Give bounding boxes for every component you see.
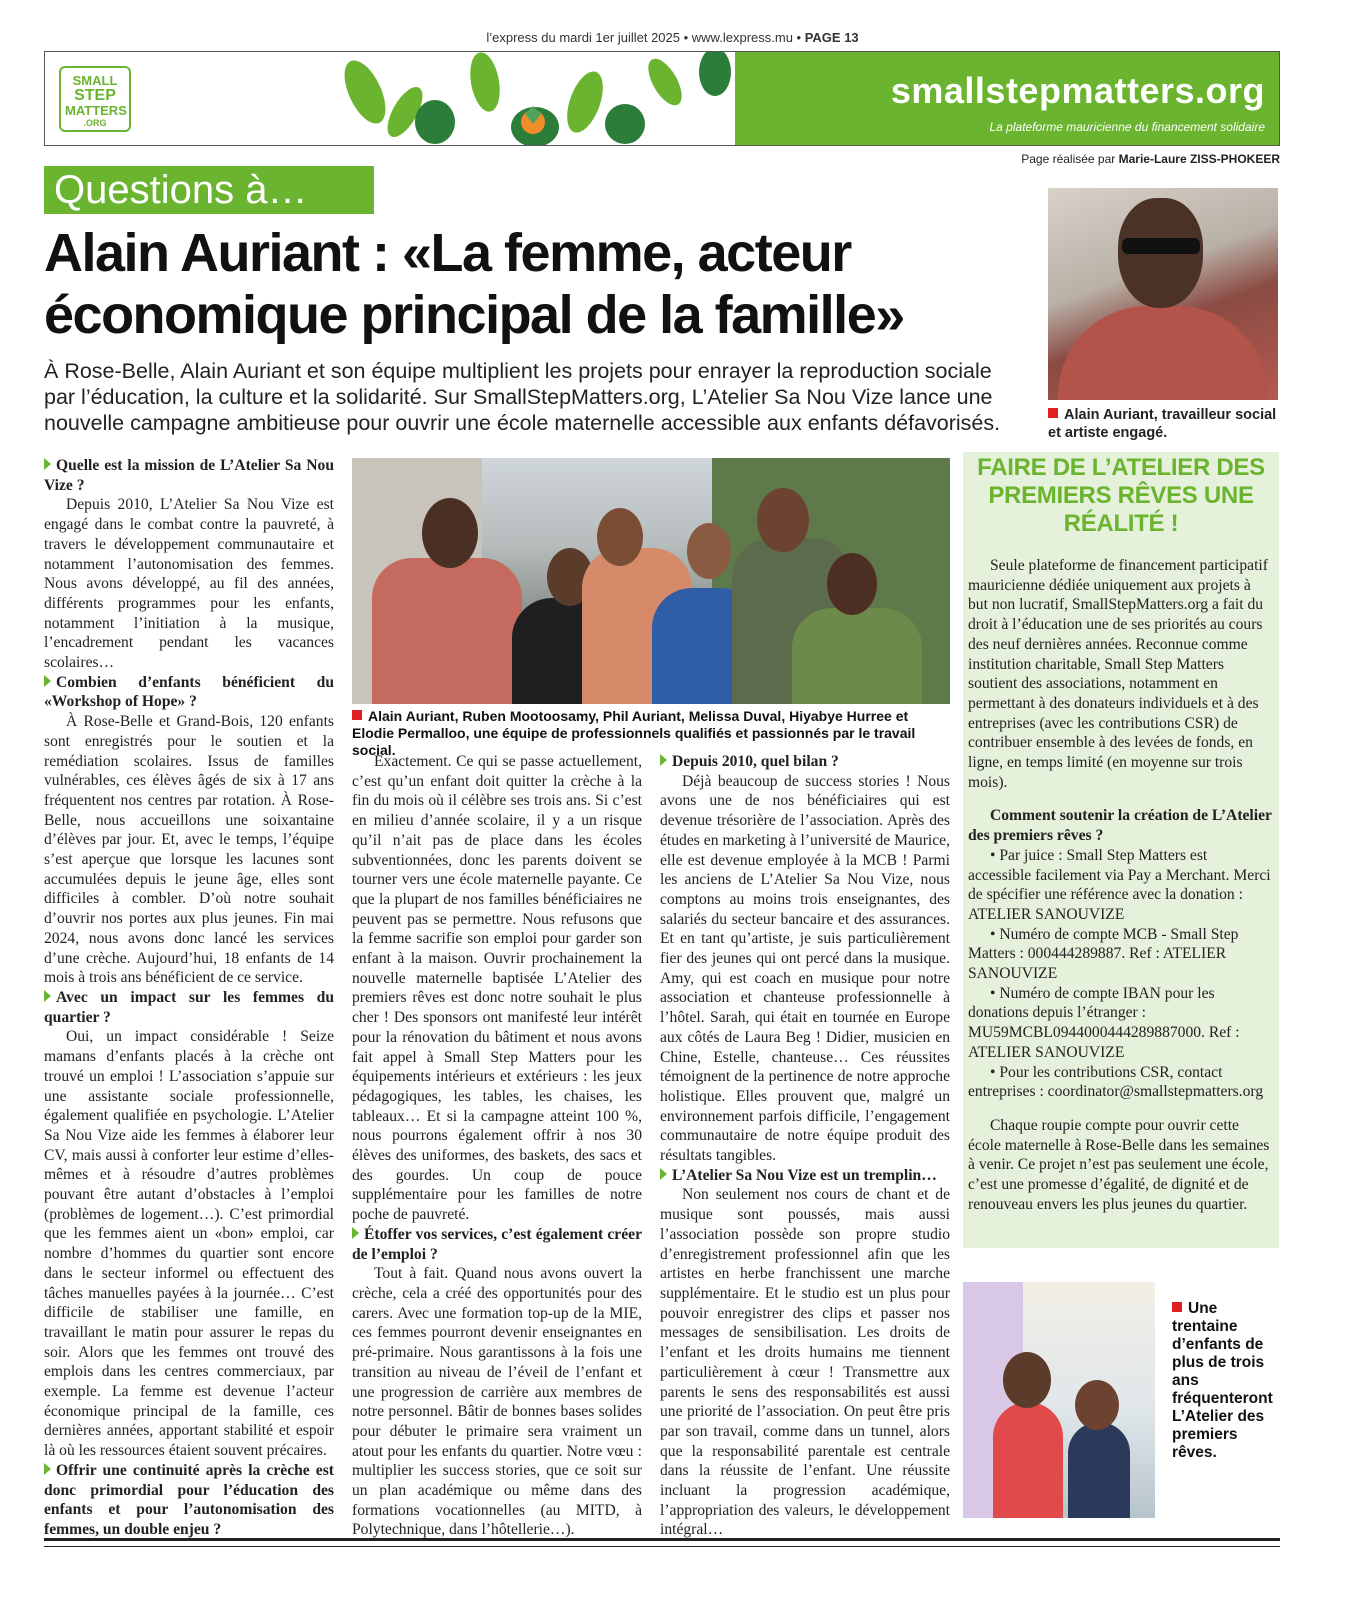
kicker-label: Questions à… — [44, 166, 374, 214]
answer: Déjà beaucoup de success stories ! Nous avons une de nos bénéficiaires qui est devenue trésorière de l’association. Après des études en marketing à l’université de Maurice, elle est devenue employée à la MCB ! Parmi les anciens de L’Atelier Sa Nou Vize, nous comptons au moins trois enseignantes, des salariés du secteur bancaire et des assurances. Et en tant qu’artiste, je suis particulièrement fier des jeunes qui ont percé dans la musique. Amy, qui est coach en musique pour notre association et chanteuse professionnelle à l’hôtel. Sarah, qui était en tournée en Europe aux côtés de Laura Beg ! Didier, musicien en Chine, Estelle, chanteuse… Ces réussites témoignent de la pertinence de notre approche holistique. Elles prouvent que, malgré un environnement parfois difficile, l’engagement communautaire de notre équipe produit des résultats tangibles. — [660, 772, 950, 1165]
sidebar-paragraph: Seule plateforme de financement participatif mauricienne dédiée uniquement aux projets à but non lucratif, SmallStepMatters.org a fait du droit à l’éducation une de ses priorités au cours des neuf dernières années. Reconnue comme institution charitable, Small Step Matters soutient des associations, notamment en permettant à des donateurs individuels et à des entreprises (avec les contributions CSR) de contribuer ensemble à des levées de fonds, en ligne, en temps limité (en moyenne sur trois mois). — [968, 557, 1268, 791]
question: Avec un impact sur les femmes du quartier ? — [44, 988, 334, 1026]
portrait-photo — [1048, 188, 1278, 400]
donation-juice: • Par juice : Small Step Matters est accessible facilement via Pay a Merchant. Merci de spécifier une référence avec la donation : ATELIER SANOUVIZE — [968, 846, 1271, 923]
answer: Oui, un impact considérable ! Seize mamans d’enfants placés à la crèche ont trouvé un emploi ! L’association s’appuie sur une assistante sociale professionnelle, également qualifiée en psychologie. L’Atelier Sa Nou Vize aide les femmes à élaborer leur CV, mais aussi à conforter leur estime d’elles-mêmes et à résoudre d’autres problèmes pouvant être autant d’obstacles à l’emploi (problèmes de logement…). C’est primordial que les femmes aient un «bon» emploi, car nombre d’hommes du quartier sont encore dans le secteur informel ou effectuent des tâches manuelles payées à la journée… C’est difficile de stabiliser une famille, en travaillant le matin pour assurer le repas du soir. Alors que les femmes ont trouvé des emplois dans les centres commerciaux, par exemple. La femme est devenue l’acteur économique principal de la famille, ces dernières années, apportant stabilité et espoir là où les ressources étaient souvent précaires. — [44, 1028, 334, 1460]
answer: Tout à fait. Quand nous avons ouvert la crèche, cela a créé des opportunités pour des carers. Avec une formation top-up de la MIE, ces femmes pourront devenir enseignantes en pré-primaire. Nous garantissons à la fois une transition au niveau de l’éveil de l’enfant et une progression de carrière aux membres de notre personnel. Bâtir de bonnes bases solides pour débuter le primaire sera vraiment un atout pour les enfants du quartier. Notre vœu : multiplier les success stories, que ce soit sur un plan académique ou même dans des formations vocationnelles (au MITD, à Polytechnique, dans l’hôtellerie…). — [352, 1265, 642, 1539]
page-header — [0, 30, 1345, 45]
triangle-bullet-icon — [44, 458, 51, 470]
separator: • — [680, 30, 692, 45]
triangle-bullet-icon — [352, 1227, 359, 1239]
group-photo-caption: Alain Auriant, Ruben Mootoosamy, Phil Auriant, Melissa Duval, Hiyabye Hurree et Elodie Permalloo, une équipe de professionnels qualifiés et passionnés par le travail social. — [352, 708, 916, 758]
article-intro: À Rose-Belle, Alain Auriant et son équipe multiplient les projets pour enrayer la reproduction sociale par l’éducation, la culture et la solidarité. Sur SmallStepMatters.org, L’Atelier Sa Nou Vize lance une nouvelle campagne ambitieuse pour ouvrir une école maternelle accessible aux enfants défavorisés. — [44, 359, 1001, 435]
caption-marker-icon — [1048, 408, 1058, 418]
triangle-bullet-icon — [44, 1463, 51, 1475]
sponsor-banner — [44, 51, 1280, 146]
triangle-bullet-icon — [44, 990, 51, 1002]
sidebar-paragraph: Chaque roupie compte pour ouvrir cette école maternelle à Rose-Belle dans les semaines à venir. Ce projet n’est pas seulement une école, c’est une promesse d’égalité, de dignité et de renouveau envers les plus jeunes du quartier. — [968, 1116, 1270, 1213]
page-credit: Page réalisée par Marie-Laure ZISS-PHOKEER — [1021, 152, 1280, 166]
answer: À Rose-Belle et Grand-Bois, 120 enfants sont enregistrés pour le soutien et la remédiation scolaires. Issus de familles vulnérables, ces élèves âgés de six à 17 ans fréquentent nos centres par rotation. À Rose-Belle, nous accueillons une soixantaine d’élèves par jour. Et, avec le temps, l’équipe s’est aperçue que lorsque les lacunes sont accumulées depuis le jeune âge, elles sont difficiles à combler. D’où notre souhait d’ouvrir nos portes aux plus jeunes. Fin mai 2024, nous avons donc lancé les services d’une crèche. Aujourd’hui, 18 enfants de 14 mois à trois ans bénéficient de ce service. — [44, 713, 334, 987]
article-headline: Alain Auriant : «La femme, acteur économique principal de la famille» — [44, 223, 904, 345]
donation-iban: • Numéro de compte IBAN pour les donations depuis l’étranger : MU59MCBL0944000444289887000. Ref : ATELIER SANOUVIZE — [968, 984, 1240, 1061]
answer: Non seulement nos cours de chant et de musique sont poussés, mais aussi l’association possède son propre studio d’enregistrement professionnel afin que les artistes en herbe franchissent une marche supplémentaire. Et le studio est un plus pour pouvoir enregistrer des clips et passer nos messages de sensibilisation. Les droits de l’enfant et les droits humains me tiennent particulièrement à cœur ! Transmettre aux parents le sens des responsabilités est aussi une priorité de l’association. On peut être pris par son travail, comme dans un tunnel, alors que la responsabilité parentale est centrale dans la réussite de l’enfant. Une réussite incluant la progression académique, l’appropriation des valeurs, le développement intégral… — [660, 1186, 950, 1539]
answer: Exactement. Ce qui se passe actuellement, c’est qu’un enfant doit quitter la crèche à la fin du mois où il célèbre ses trois ans. Si c’est en milieu d’année scolaire, il y a un risque qu’il n’ait pas de place dans les écoles subventionnées, donc les parents doivent se tourner vers une école maternelle payante. Ce que la plupart de nos familles bénéficiaires ne peuvent pas se permettre. Nous refusons que la femme sacrifie son emploi pour garder son enfant à la maison. Ouvrir prochainement la nouvelle maternelle baptisée L’Atelier des premiers rêves est donc notre souhait le plus cher ! Des sponsors ont manifesté leur intérêt pour la rénovation du bâtiment et nous avons fait appel à Small Step Matters pour les équipements intérieurs et extérieurs : les jeux pédagogiques, les tables, les chaises, les tableaux… Et si la campagne atteint 100 %, nous pourrons également offrir à nos 30 élèves des uniformes, des baskets, des sacs et des gourdes. Un coup de pouce supplémentaire pour les familles de notre poche de pauvreté. — [352, 753, 642, 1224]
page-bottom-rule — [44, 1538, 1280, 1541]
donation-mcb: • Numéro de compte MCB - Small Step Matters : 000444289887. Ref : ATELIER SANOUVIZE — [968, 925, 1239, 983]
caption-marker-icon — [352, 710, 362, 720]
question: Offrir une continuité après la crèche est donc primordial pour l’éducation des enfants et pour l’autonomisation des femmes, un double enjeu ? — [44, 1461, 334, 1538]
question: L’Atelier Sa Nou Vize est un tremplin… — [660, 1166, 950, 1186]
triangle-bullet-icon — [660, 754, 667, 766]
banner-tagline: La plateforme mauricienne du financement solidaire — [989, 120, 1265, 134]
sidebar-body — [968, 556, 1274, 1215]
answer: Depuis 2010, L’Atelier Sa Nou Vize est engagé dans le combat contre la pauvreté, à travers le développement communautaire et notamment l’autonomisation des femmes. Nous avons développé, au fil des années, différents programmes pour les enfants, notamment l’initiation à la musique, l’encadrement pendant les vacances scolaires… — [44, 496, 334, 672]
article-column-1 — [44, 456, 334, 1540]
children-photo — [963, 1282, 1155, 1518]
question: Depuis 2010, quel bilan ? — [660, 752, 950, 772]
leaves-illustration — [285, 52, 805, 146]
website-link[interactable]: www.lexpress.mu — [691, 30, 793, 45]
sidebar-title: FAIRE DE L’ATELIER DES PREMIERS RÊVES UNE RÉALITÉ ! — [977, 454, 1265, 537]
sidebar-heading: Comment soutenir la création de L’Atelier des premiers rêves ? — [968, 807, 1272, 845]
paper-name: l’express du — [486, 30, 560, 45]
question: Étoffer vos services, c’est également créer de l’emploi ? — [352, 1225, 642, 1263]
page-bottom-rule — [44, 1546, 1280, 1547]
small-step-matters-logo: SMALL STEP MATTERS .ORG — [59, 66, 131, 132]
donation-csr: • Pour les contributions CSR, contact entreprises : coordinator@smallstepmatters.org — [968, 1063, 1264, 1101]
article-column-2 — [352, 752, 642, 1540]
question: Quelle est la mission de L’Atelier Sa Nou Vize ? — [44, 457, 334, 494]
article-column-3 — [660, 752, 950, 1540]
site-link[interactable]: smallstepmatters.org — [890, 70, 1265, 111]
caption-marker-icon — [1172, 1302, 1182, 1312]
page-number: PAGE 13 — [804, 30, 859, 45]
team-group-photo — [352, 458, 950, 704]
portrait-caption: Alain Auriant, travailleur social et artiste engagé. — [1048, 407, 1277, 441]
separator: • — [792, 30, 805, 45]
triangle-bullet-icon — [44, 675, 51, 687]
author-name: Marie-Laure ZISS-PHOKEER — [1118, 152, 1280, 166]
children-photo-caption: Une trentaine d’enfants de plus de trois ans fréquenteront L’Atelier des premiers rêves. — [1172, 1300, 1273, 1461]
triangle-bullet-icon — [660, 1168, 667, 1180]
question: Combien d’enfants bénéficient du «Workshop of Hope» ? — [44, 673, 334, 711]
issue-date: mardi 1er juillet 2025 — [559, 30, 680, 45]
